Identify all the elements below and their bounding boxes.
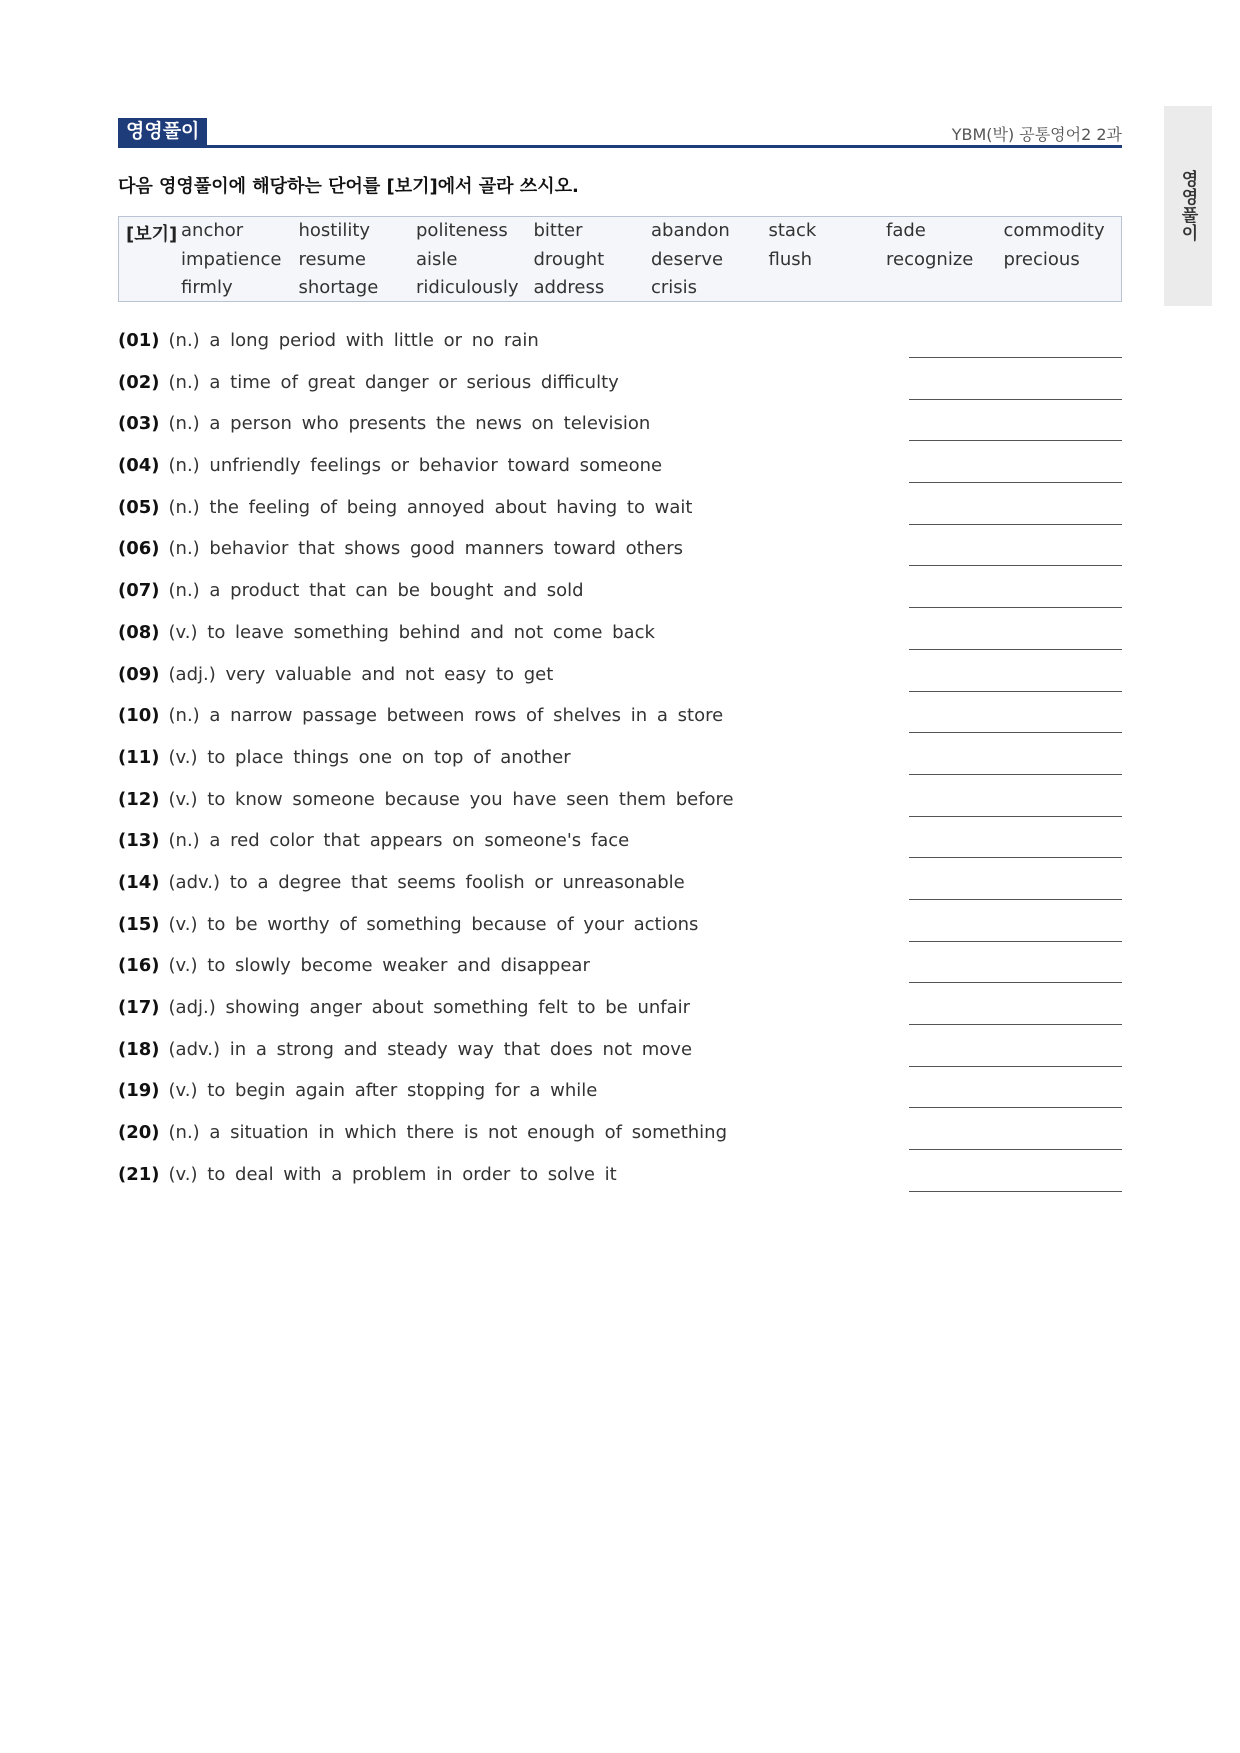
question-item bbox=[118, 747, 1122, 789]
question-item bbox=[118, 789, 1122, 831]
question-item bbox=[118, 1039, 1122, 1081]
question-definition: (v.) to be worthy of something because of your actions bbox=[168, 913, 699, 935]
question-item bbox=[118, 1164, 1122, 1206]
answer-blank[interactable] bbox=[909, 941, 1122, 942]
answer-blank[interactable] bbox=[909, 399, 1122, 400]
question-number: (13) bbox=[118, 830, 160, 852]
section-badge: 영영풀이 bbox=[118, 118, 207, 145]
question-item bbox=[118, 580, 1122, 622]
question-number: (02) bbox=[118, 371, 160, 393]
question-definition: (v.) to deal with a problem in order to solve it bbox=[168, 1163, 617, 1185]
question-item bbox=[118, 914, 1122, 956]
question-number: (06) bbox=[118, 538, 160, 560]
answer-blank[interactable] bbox=[909, 732, 1122, 733]
question-definition: (n.) a product that can be bought and sold bbox=[168, 580, 584, 602]
question-item bbox=[118, 622, 1122, 664]
question-definition: (adj.) very valuable and not easy to get bbox=[168, 663, 554, 685]
question-definition: (n.) behavior that shows good manners toward others bbox=[168, 538, 683, 560]
word-bank-item: aisle bbox=[416, 248, 458, 270]
question-number: (18) bbox=[118, 1038, 160, 1060]
word-bank-item: anchor bbox=[181, 220, 244, 241]
question-item bbox=[118, 1080, 1122, 1122]
answer-blank[interactable] bbox=[909, 899, 1122, 900]
word-bank-item: politeness bbox=[416, 220, 508, 241]
answer-blank[interactable] bbox=[909, 607, 1122, 608]
answer-blank[interactable] bbox=[909, 482, 1122, 483]
answer-blank[interactable] bbox=[909, 524, 1122, 525]
word-bank-box bbox=[118, 216, 1122, 302]
answer-blank[interactable] bbox=[909, 691, 1122, 692]
question-number: (05) bbox=[118, 496, 160, 518]
question-item bbox=[118, 538, 1122, 580]
word-bank-item: recognize bbox=[886, 248, 974, 270]
word-bank-item: deserve bbox=[651, 248, 724, 270]
word-bank-item: impatience bbox=[181, 248, 282, 270]
section-side-tab bbox=[1164, 106, 1212, 306]
word-bank-label: [보기] bbox=[126, 224, 178, 245]
question-item bbox=[118, 664, 1122, 706]
question-number: (11) bbox=[118, 746, 160, 768]
answer-blank[interactable] bbox=[909, 440, 1122, 441]
answer-blank[interactable] bbox=[909, 357, 1122, 358]
page-header bbox=[118, 118, 1122, 146]
question-definition: (n.) a situation in which there is not enough of something bbox=[168, 1122, 727, 1144]
word-bank-item: address bbox=[533, 277, 605, 298]
question-definition: (adv.) in a strong and steady way that does not move bbox=[168, 1038, 693, 1060]
question-definition: (n.) a long period with little or no rain bbox=[168, 330, 539, 351]
question-item bbox=[118, 497, 1122, 539]
question-number: (08) bbox=[118, 621, 160, 643]
word-bank-item: ridiculously bbox=[416, 277, 519, 298]
question-definition: (n.) the feeling of being annoyed about having to wait bbox=[168, 496, 693, 518]
answer-blank[interactable] bbox=[909, 1191, 1122, 1192]
question-definition: (v.) to know someone because you have seen them before bbox=[168, 788, 734, 810]
question-item bbox=[118, 955, 1122, 997]
answer-blank[interactable] bbox=[909, 1149, 1122, 1150]
question-number: (17) bbox=[118, 997, 160, 1018]
question-number: (16) bbox=[118, 955, 160, 977]
word-bank-item: fade bbox=[886, 220, 926, 241]
word-bank-item: hostility bbox=[298, 220, 371, 241]
question-definition: (n.) unfriendly feelings or behavior toward someone bbox=[168, 455, 663, 477]
question-number: (20) bbox=[118, 1122, 160, 1144]
word-bank-grid bbox=[181, 220, 1121, 306]
question-item bbox=[118, 1122, 1122, 1164]
side-tab-label: 영영풀이 bbox=[1177, 170, 1198, 242]
question-item bbox=[118, 330, 1122, 372]
word-bank-item: stack bbox=[768, 220, 817, 241]
word-bank-item: commodity bbox=[1003, 220, 1105, 241]
question-number: (21) bbox=[118, 1163, 160, 1185]
question-item bbox=[118, 830, 1122, 872]
answer-blank[interactable] bbox=[909, 774, 1122, 775]
answer-blank[interactable] bbox=[909, 1066, 1122, 1067]
word-bank-item: drought bbox=[533, 248, 605, 270]
question-list bbox=[118, 330, 1122, 1205]
question-item bbox=[118, 997, 1122, 1039]
question-number: (15) bbox=[118, 913, 160, 935]
question-definition: (adj.) showing anger about something felt to be unfair bbox=[168, 997, 691, 1018]
question-item bbox=[118, 455, 1122, 497]
answer-blank[interactable] bbox=[909, 857, 1122, 858]
question-item bbox=[118, 413, 1122, 455]
question-definition: (n.) a narrow passage between rows of shelves in a store bbox=[168, 705, 724, 727]
question-number: (19) bbox=[118, 1080, 160, 1102]
question-number: (04) bbox=[118, 455, 160, 477]
question-definition: (n.) a red color that appears on someone's face bbox=[168, 830, 630, 852]
question-item bbox=[118, 872, 1122, 914]
word-bank-item: precious bbox=[1003, 248, 1080, 270]
word-bank-item: flush bbox=[768, 248, 813, 270]
answer-blank[interactable] bbox=[909, 565, 1122, 566]
question-item bbox=[118, 372, 1122, 414]
answer-blank[interactable] bbox=[909, 816, 1122, 817]
question-item bbox=[118, 705, 1122, 747]
question-definition: (v.) to place things one on top of another bbox=[168, 746, 571, 768]
question-definition: (v.) to begin again after stopping for a while bbox=[168, 1080, 598, 1102]
course-info: YBM(박) 공통영어2 2과 bbox=[951, 125, 1122, 144]
word-bank-item: resume bbox=[298, 248, 366, 270]
word-bank-item: shortage bbox=[298, 277, 379, 298]
answer-blank[interactable] bbox=[909, 982, 1122, 983]
instruction-text: 다음 영영풀이에 해당하는 단어를 [보기]에서 골라 쓰시오. bbox=[118, 176, 579, 197]
question-number: (03) bbox=[118, 413, 160, 435]
question-definition: (n.) a time of great danger or serious difficulty bbox=[168, 371, 619, 393]
question-number: (01) bbox=[118, 330, 160, 351]
question-number: (14) bbox=[118, 871, 160, 893]
word-bank-item: firmly bbox=[181, 277, 233, 298]
question-definition: (v.) to leave something behind and not come back bbox=[168, 621, 655, 643]
answer-blank[interactable] bbox=[909, 1024, 1122, 1025]
question-definition: (n.) a person who presents the news on television bbox=[168, 413, 651, 435]
header-divider bbox=[118, 145, 1122, 148]
question-definition: (v.) to slowly become weaker and disappear bbox=[168, 955, 590, 977]
question-definition: (adv.) to a degree that seems foolish or unreasonable bbox=[168, 871, 685, 893]
answer-blank[interactable] bbox=[909, 649, 1122, 650]
question-number: (07) bbox=[118, 580, 160, 602]
word-bank-item: abandon bbox=[651, 220, 730, 241]
question-number: (12) bbox=[118, 788, 160, 810]
answer-blank[interactable] bbox=[909, 1107, 1122, 1108]
question-number: (09) bbox=[118, 663, 160, 685]
word-bank-item: bitter bbox=[533, 220, 583, 241]
word-bank-item: crisis bbox=[651, 277, 698, 298]
question-number: (10) bbox=[118, 705, 160, 727]
